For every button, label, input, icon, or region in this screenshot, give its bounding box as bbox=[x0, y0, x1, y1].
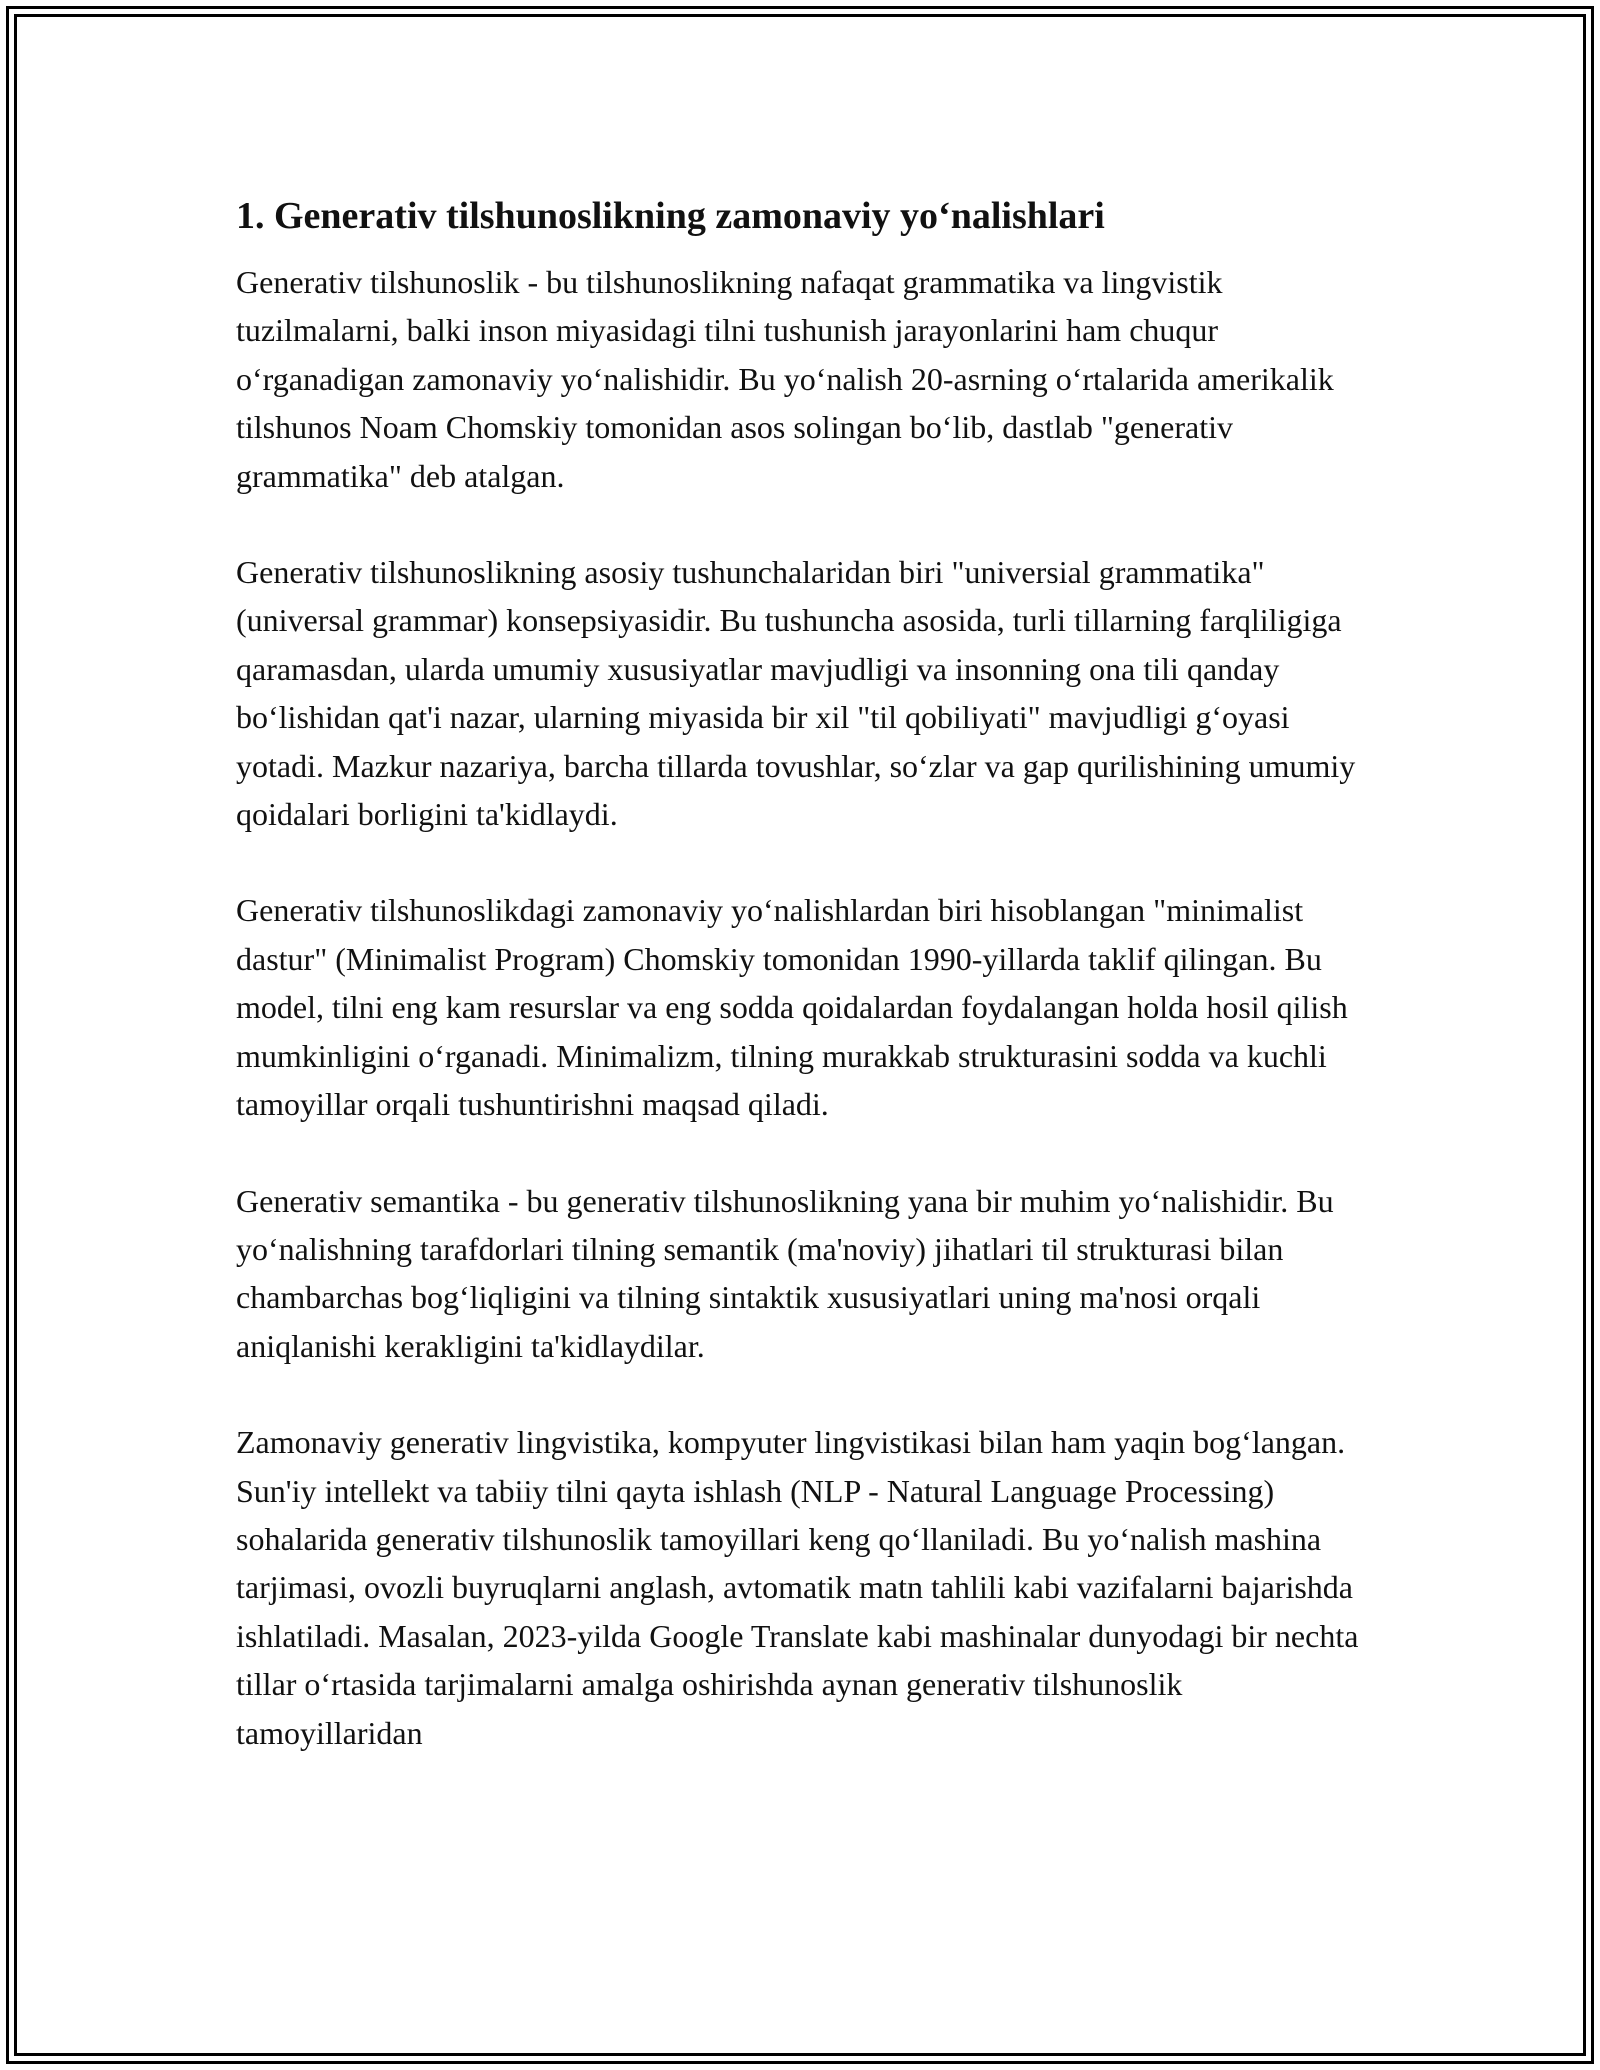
paragraph-minimalist-program: Generativ tilshunoslikdagi zamonaviy yo‘nalishlardan biri hisoblangan "minimalist dastur" (Minimalist Program) Chomskiy tomonidan 1990-yillarda taklif qilingan. Bu model, tilni eng kam resurslar va eng sodda qoidalardan foydalangan holda hosil qilish mumkinligini o‘rganadi. Minimalizm, tilning murakkab strukturasini sodda va kuchli tamoyillar orqali tushuntirishni maqsad qiladi. bbox=[236, 892, 1348, 1123]
document-body bbox=[236, 188, 1366, 1805]
paragraph-universal-grammar: Generativ tilshunoslikning asosiy tushunchalaridan biri "universial grammatika" (universal grammar) konsepsiyasidir. Bu tushuncha asosida, turli tillarning farqliligiga qaramasdan, ularda umumiy xususiyatlar mavjudligi va insonning ona tili qanday bo‘lishidan qat'i nazar, ularning miyasida bir xil "til qobiliyati" mavjudligi g‘oyasi yotadi. Mazkur nazariya, barcha tillarda tovushlar, so‘zlar va gap qurilishining umumiy qoidalari borligini ta'kidlaydi. bbox=[236, 554, 1356, 833]
paragraph-intro: Generativ tilshunoslik - bu tilshunoslikning nafaqat grammatika va lingvistik tuzilmalarni, balki inson miyasidagi tilni tushunish jarayonlarini ham chuqur o‘rganadigan zamonaviy yo‘nalishidir. Bu yo‘nalish 20-asrning o‘rtalarida amerikalik tilshunos Noam Chomskiy tomonidan asos solingan bo‘lib, dastlab "generativ grammatika" deb atalgan. bbox=[236, 264, 1334, 494]
paragraph-computational-linguistics: Zamonaviy generativ lingvistika, kompyuter lingvistikasi bilan ham yaqin bog‘langan. Sun'iy intellekt va tabiiy tilni qayta ishlash (NLP - Natural Language Processing) sohalarida generativ tilshunoslik tamoyillari keng qo‘llaniladi. Bu yo‘nalish mashina tarjimasi, ovozli buyruqlarni anglash, avtomatik matn tahlili kabi vazifalarni bajarishda ishlatiladi. Masalan, 2023-yilda Google Translate kabi mashinalar dunyodagi bir nechta tillar o‘rtasida tarjimalarni amalga oshirishda aynan generativ tilshunoslik tamoyillaridan bbox=[236, 1424, 1359, 1751]
paragraph-generative-semantics: Generativ semantika - bu generativ tilshunoslikning yana bir muhim yo‘nalishidir. Bu yo‘nalishning tarafdorlari tilning semantik (ma'noviy) jihatlari til strukturasi bilan chambarchas bog‘liqligini va tilning sintaktik xususiyatlari uning ma'nosi orqali aniqlanishi kerakligini ta'kidlaydilar. bbox=[236, 1182, 1334, 1364]
section-heading: 1. Generativ tilshunoslikning zamonaviy yo‘nalishlari bbox=[236, 195, 1105, 237]
